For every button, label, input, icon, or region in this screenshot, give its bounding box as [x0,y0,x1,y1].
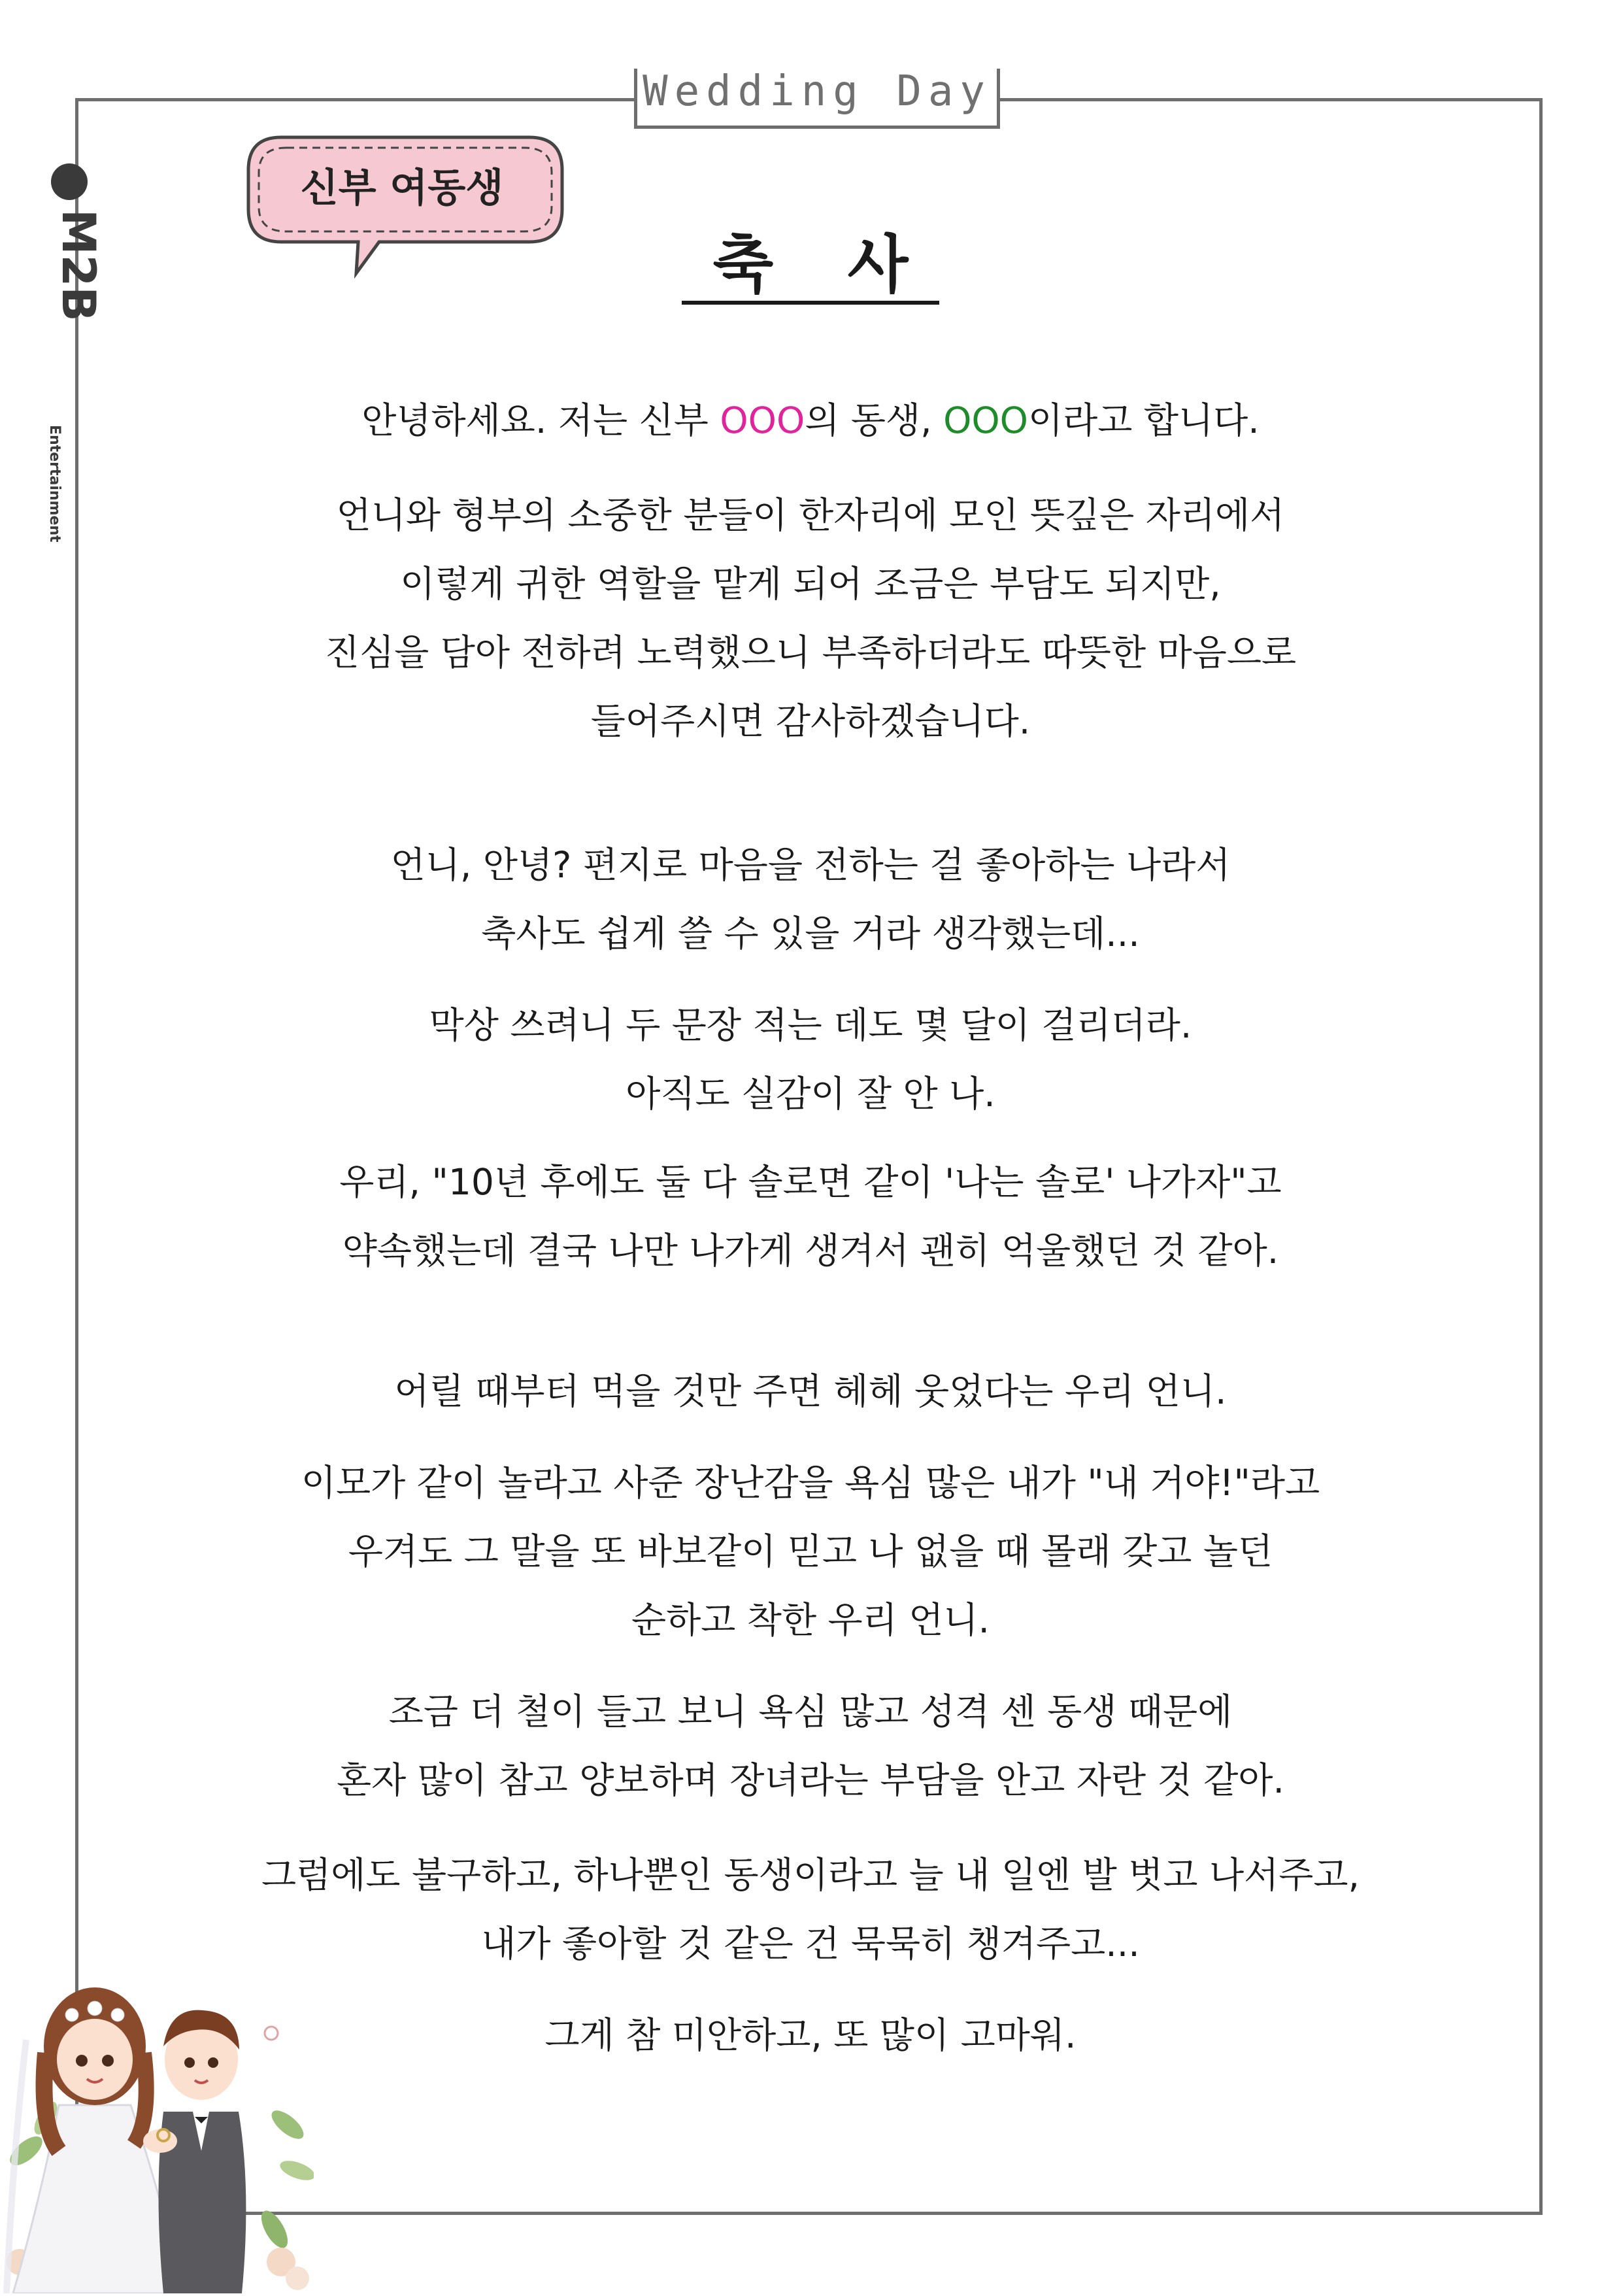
speech-line [131,618,1490,687]
line-text: 그럼에도 불구하고, 하나뿐인 동생이라고 늘 내 일엔 발 벗고 나서주고, [261,1854,1360,1896]
placeholder-name: OOO [720,399,805,441]
line-text: 막상 쓰려니 두 문장 적는 데도 몇 달이 걸리더라. [429,1004,1192,1046]
logo-circle-icon [51,163,88,200]
speech-line [131,1059,1490,1128]
speech-line [131,1216,1490,1285]
line-text: 우리, "10년 후에도 둘 다 솔로면 같이 '나는 솔로' 나가자"고 [339,1161,1282,1203]
line-text: 축사도 쉽게 쓸 수 있을 거라 생각했는데... [481,913,1140,954]
speech-line [131,899,1490,968]
title-text: 축 사 [682,229,940,305]
speech-line [131,1746,1490,1815]
speech-line [131,1147,1490,1217]
speech-line [131,549,1490,618]
speech-line [131,481,1490,550]
line-text: 순하고 착한 우리 언니. [631,1599,990,1641]
line-text: 조금 더 철이 들고 보니 욕심 많고 성격 센 동생 때문에 [388,1691,1233,1732]
line-text: 어릴 때부터 먹을 것만 주면 헤헤 웃었다는 우리 언니. [394,1370,1227,1412]
speech-line [131,2001,1490,2070]
speech-line [131,686,1490,756]
speech-line [131,1585,1490,1655]
line-text: 혼자 많이 참고 양보하며 장녀라는 부담을 안고 자란 것 같아. [337,1759,1284,1801]
line-text: 이모가 같이 놀라고 사준 장난감을 욕심 많은 내가 "내 거야!"라고 [301,1462,1320,1504]
speech-line [131,1357,1490,1426]
page-title [0,229,1621,305]
logo-text: M2B [52,209,105,322]
line-text: 그게 참 미안하고, 또 많이 고마워. [544,2014,1077,2056]
speech-line [131,1448,1490,1517]
bubble-label: 신부 여동생 [300,165,504,211]
line-text: 안녕하세요. 저는 신부 [361,399,720,441]
speech-line [131,386,1490,455]
speech-line [131,990,1490,1060]
speech-line [131,1677,1490,1746]
bride-groom-icon [0,1955,314,2293]
speech-line [131,1517,1490,1586]
line-text: 우겨도 그 말을 또 바보같이 믿고 나 없을 때 몰래 갖고 놀던 [348,1530,1273,1572]
line-text: 약속했는데 결국 나만 나가게 생겨서 괜히 억울했던 것 같아. [342,1230,1279,1272]
line-text: 내가 좋아할 것 같은 건 묵묵히 챙겨주고... [481,1923,1140,1965]
speech-line [131,1840,1490,1910]
line-text: 들어주시면 감사하겠습니다. [590,700,1031,742]
line-text: 이라고 합니다. [1028,399,1260,441]
placeholder-name: OOO [943,399,1028,441]
line-text: 의 동생, [805,399,944,441]
speech-line [131,1909,1490,1978]
speech-line [131,830,1490,900]
logo-subtext: Entertainment [46,425,63,543]
line-text: 언니, 안녕? 편지로 마음을 전하는 걸 좋아하는 나라서 [390,844,1231,886]
line-text: 이렇게 귀한 역할을 맡게 되어 조금은 부담도 되지만, [400,563,1221,605]
line-text: 언니와 형부의 소중한 분들이 한자리에 모인 뜻깊은 자리에서 [336,494,1285,536]
line-text: 아직도 실감이 잘 안 나. [626,1073,995,1115]
line-text: 진심을 담아 전하려 노력했으니 부족하더라도 따뜻한 마음으로 [324,632,1297,673]
couple-illustration [0,1955,314,2293]
frame-label: Wedding Day [643,67,992,116]
